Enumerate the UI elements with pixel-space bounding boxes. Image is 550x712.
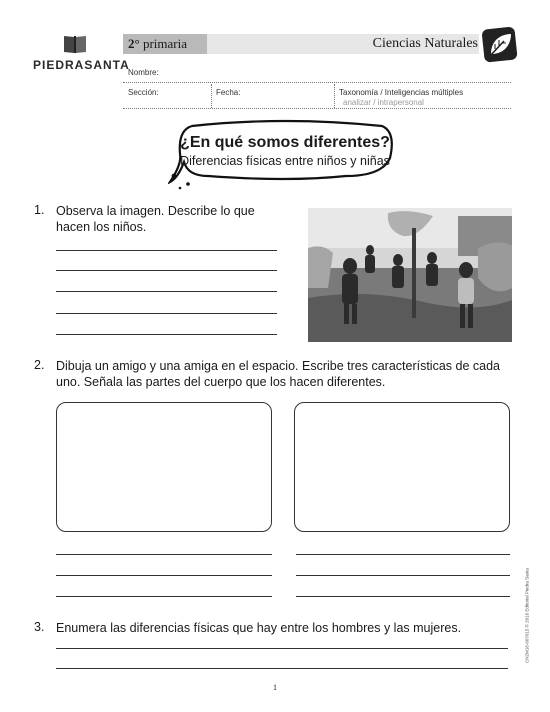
question-number: 1. [34,203,45,217]
answer-line[interactable] [56,668,508,669]
answer-line[interactable] [56,334,277,335]
answer-line[interactable] [56,575,272,576]
page-title: ¿En qué somos diferentes? [180,134,390,151]
taxonomy-value: analizar / intrapersonal [343,98,424,107]
answer-line[interactable] [56,270,277,271]
answer-line[interactable] [296,554,510,555]
question-number: 2. [34,358,45,372]
answer-line[interactable] [296,596,510,597]
children-planting-photo [308,208,512,342]
copyright-code: CN2M16-607015 © 2016 Editorial Piedra Santa [524,568,530,663]
answer-line[interactable] [56,291,277,292]
answer-line[interactable] [56,596,272,597]
answer-line[interactable] [56,554,272,555]
question-text: Observa la imagen. Describe lo que hacen los niños. [56,204,255,234]
section-line [123,108,511,109]
page-subtitle: Diferencias físicas entre niños y niñas [180,154,390,168]
date-label: Fecha: [216,88,241,97]
answer-line[interactable] [296,575,510,576]
answer-line[interactable] [56,648,508,649]
answer-line[interactable] [56,313,277,314]
name-line [123,82,511,83]
header-divider [211,84,212,108]
leaf-icon [482,25,518,63]
drawing-box-friend-girl[interactable] [294,402,510,532]
brand-logo: PIEDRASANTA [33,58,130,72]
grade-badge: 2° primaria [123,34,207,54]
drawing-box-friend-boy[interactable] [56,402,272,532]
question-text: Enumera las diferencias físicas que hay entre los hombres y las mujeres. [56,621,462,635]
question-text: Dibuja un amigo y una amiga en el espacio. Escribe tres características de cada uno. Señala las partes del cuerpo que los hacen diferentes. [56,359,500,389]
header-divider [334,84,335,108]
question-number: 3. [34,620,45,634]
taxonomy-label: Taxonomía / Inteligencias múltiples [339,88,464,97]
subject-title: Ciencias Naturales [372,36,478,51]
page-number: 1 [273,683,277,692]
section-label: Sección: [128,88,159,97]
name-label: Nombre: [128,68,159,77]
answer-line[interactable] [56,250,277,251]
book-logo-icon [62,34,88,54]
